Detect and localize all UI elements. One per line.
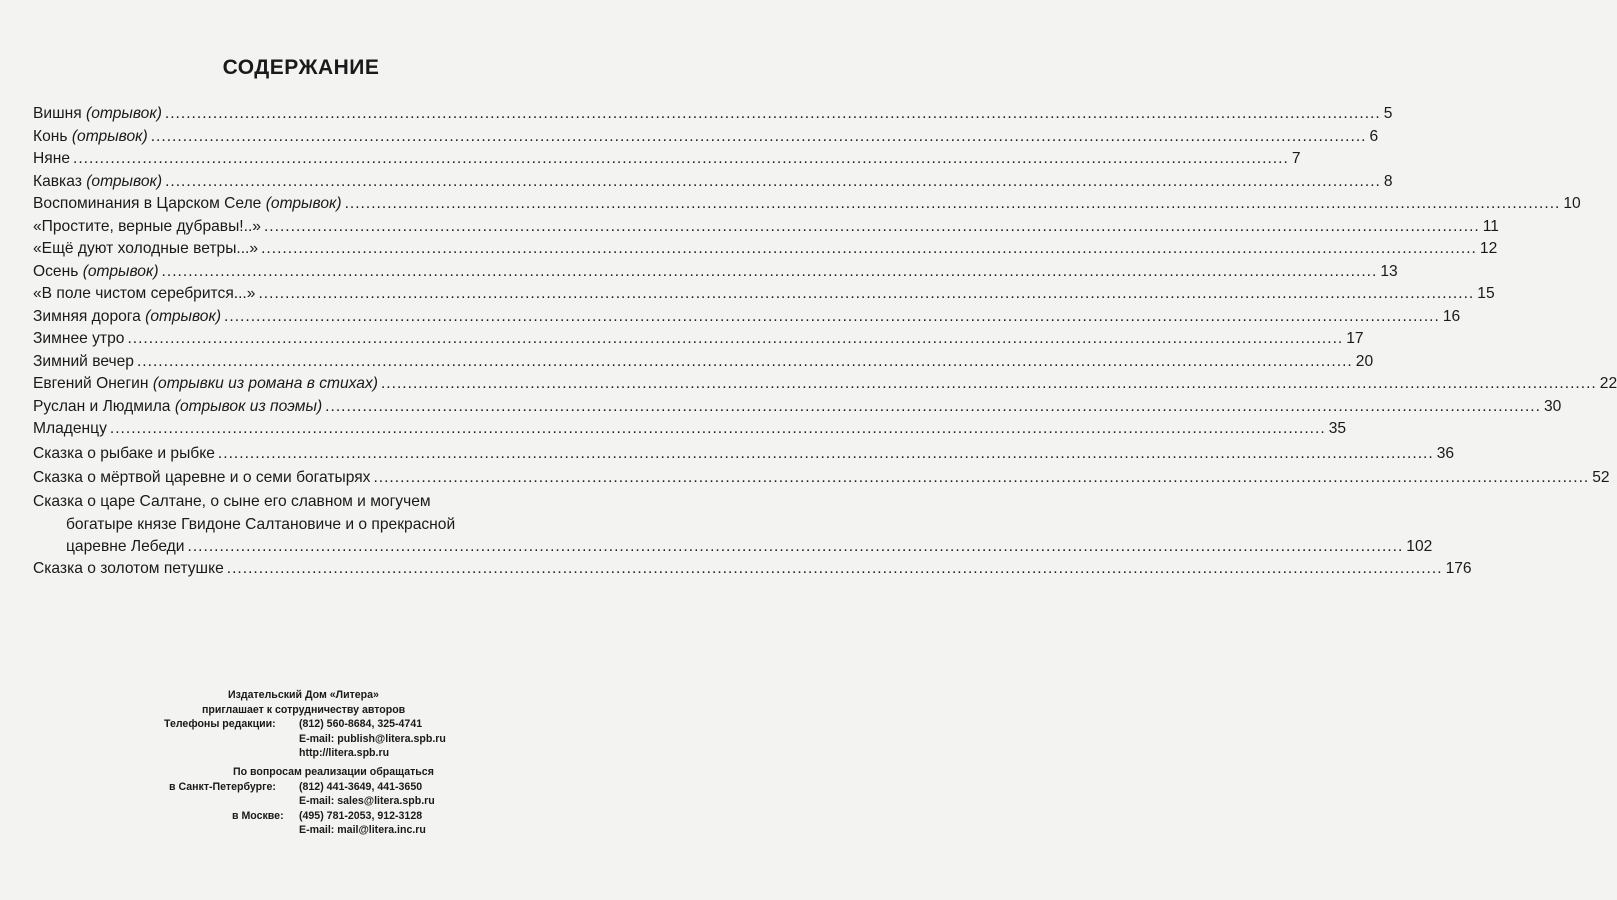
toc-entry [33,193,1581,216]
page-title: СОДЕРЖАНИЕ [222,56,380,79]
toc-entry-title: Евгений Онегин [33,375,149,392]
toc-entry [33,328,1364,351]
toc-entry-title: Сказка о золотом петушке [33,560,224,577]
toc-entry-title: Няне [33,150,70,167]
toc-page-number: 35 [1328,420,1347,437]
toc-entry-title: «Ещё дуют холодные ветры...» [33,240,259,257]
toc-entry-title: Вишня [33,105,82,122]
toc-entry-title: Кавказ [33,172,82,190]
toc-entry [33,261,1398,284]
toc-page-number: 6 [1369,127,1379,145]
toc-entry [33,418,1347,441]
toc-entry-title: Зимняя дорога [33,307,141,325]
leader-dots [218,443,1434,466]
leader-dots [187,536,1403,559]
toc-entry-note: (отрывок) [82,262,159,280]
toc-entry-title: Зимнее утро [33,330,125,347]
imprint-line: приглашает к сотрудничеству авторов [202,704,406,716]
toc-entry [33,103,1393,126]
leader-dots [345,193,1561,216]
leader-dots [162,261,1378,284]
leader-dots [137,351,1353,374]
imprint-line: По вопросам реализации обращаться [233,766,434,778]
toc-entry-note: (отрывок) [86,172,163,190]
toc-page-number: 176 [1445,560,1472,577]
toc-entry-note: (отрывок) [86,105,162,122]
toc-page-number: 17 [1346,330,1364,347]
toc-entry-title-line: богатыре князе Гвидоне Салтановиче и о прекрасной [66,515,456,533]
sales-email: E-mail: sales@litera.spb.ru [299,795,435,807]
toc-entry [33,373,1617,396]
imprint-label: в Санкт-Петербурге: [169,781,276,793]
toc-entry-note: (отрывок) [71,127,148,145]
toc-entry-note: (отрывки из романа в стихах) [152,375,378,392]
leader-dots [110,418,1326,441]
leader-dots [325,396,1541,419]
leader-dots [264,216,1480,239]
toc-entry-title: Руслан и Людмила [33,397,171,415]
toc-entry [33,216,1499,239]
toc-page-number: 5 [1383,105,1393,122]
toc-entry [33,148,1301,171]
toc-page-number: 8 [1383,172,1393,190]
toc-entry-note: (отрывок) [145,307,222,325]
leader-dots [261,238,1477,261]
toc-entry [33,396,1562,419]
toc-page-number: 13 [1380,262,1398,280]
leader-dots [224,306,1440,329]
toc-entry-multiline [33,491,1433,559]
leader-dots [151,126,1367,149]
toc-entry-title: Конь [33,127,68,145]
toc-page-number: 12 [1479,240,1498,257]
toc-entry-title: Сказка о мёртвой царевне и о семи богатырях [33,469,371,486]
imprint-label: Телефоны редакции: [164,718,276,730]
toc-page-number: 16 [1442,307,1461,325]
toc-entry-title-line: царевне Лебеди [66,538,185,555]
toc-entry-title: «Простите, верные дубравы!..» [33,217,261,235]
toc-entry-title: Воспоминания в Царском Селе [33,195,262,212]
toc-page-number: 7 [1291,150,1301,167]
publisher-name: Издательский Дом «Литера» [228,689,379,701]
toc-entry-note: (отрывок из поэмы) [174,397,323,415]
leader-dots [227,558,1443,581]
imprint-label: в Москве: [232,810,284,822]
toc-entry [33,467,1610,490]
toc-entry [33,443,1455,466]
moscow-email: E-mail: mail@litera.inc.ru [299,824,426,836]
toc-entry-title: Сказка о рыбаке и рыбке [33,445,215,462]
toc-page-number: 11 [1482,217,1499,235]
leader-dots [127,328,1343,351]
leader-dots [381,373,1597,396]
toc-entry-title: «В поле чистом серебрится...» [33,285,256,302]
toc-entry [33,171,1393,194]
toc-entry [33,238,1498,261]
leader-dots [165,171,1381,194]
leader-dots [373,467,1589,490]
toc-entry [33,558,1472,581]
leader-dots [73,148,1289,171]
toc-entry-title-line: Сказка о царе Салтане, о сыне его славном и могучем [33,493,431,510]
toc-entry-title: Осень [33,262,79,280]
toc-entry-title: Младенцу [33,420,107,437]
toc-entry [33,126,1379,149]
toc-entry-note: (отрывок) [265,195,342,212]
toc-entry [33,351,1374,374]
toc-entry-title: Зимний вечер [33,352,134,370]
toc-page-number: 102 [1406,538,1433,555]
editorial-email: E-mail: publish@litera.spb.ru [299,733,446,745]
toc-page-number: 30 [1543,397,1562,415]
leader-dots [165,103,1381,126]
leader-dots [258,283,1474,306]
spb-phones: (812) 441-3649, 441-3650 [299,781,423,793]
moscow-phones: (495) 781-2053, 912-3128 [299,810,423,822]
toc-page-number: 52 [1592,469,1610,486]
toc-page-number: 36 [1436,445,1455,462]
toc-entry [33,283,1495,306]
toc-entry [33,306,1461,329]
website-url: http://litera.spb.ru [299,747,390,759]
toc-page-number: 20 [1355,352,1374,370]
toc-page-number: 15 [1477,285,1495,302]
editorial-phones: (812) 560-8684, 325-4741 [299,718,423,730]
toc-page-number: 10 [1563,195,1581,212]
toc-page-number: 22 [1599,375,1617,392]
